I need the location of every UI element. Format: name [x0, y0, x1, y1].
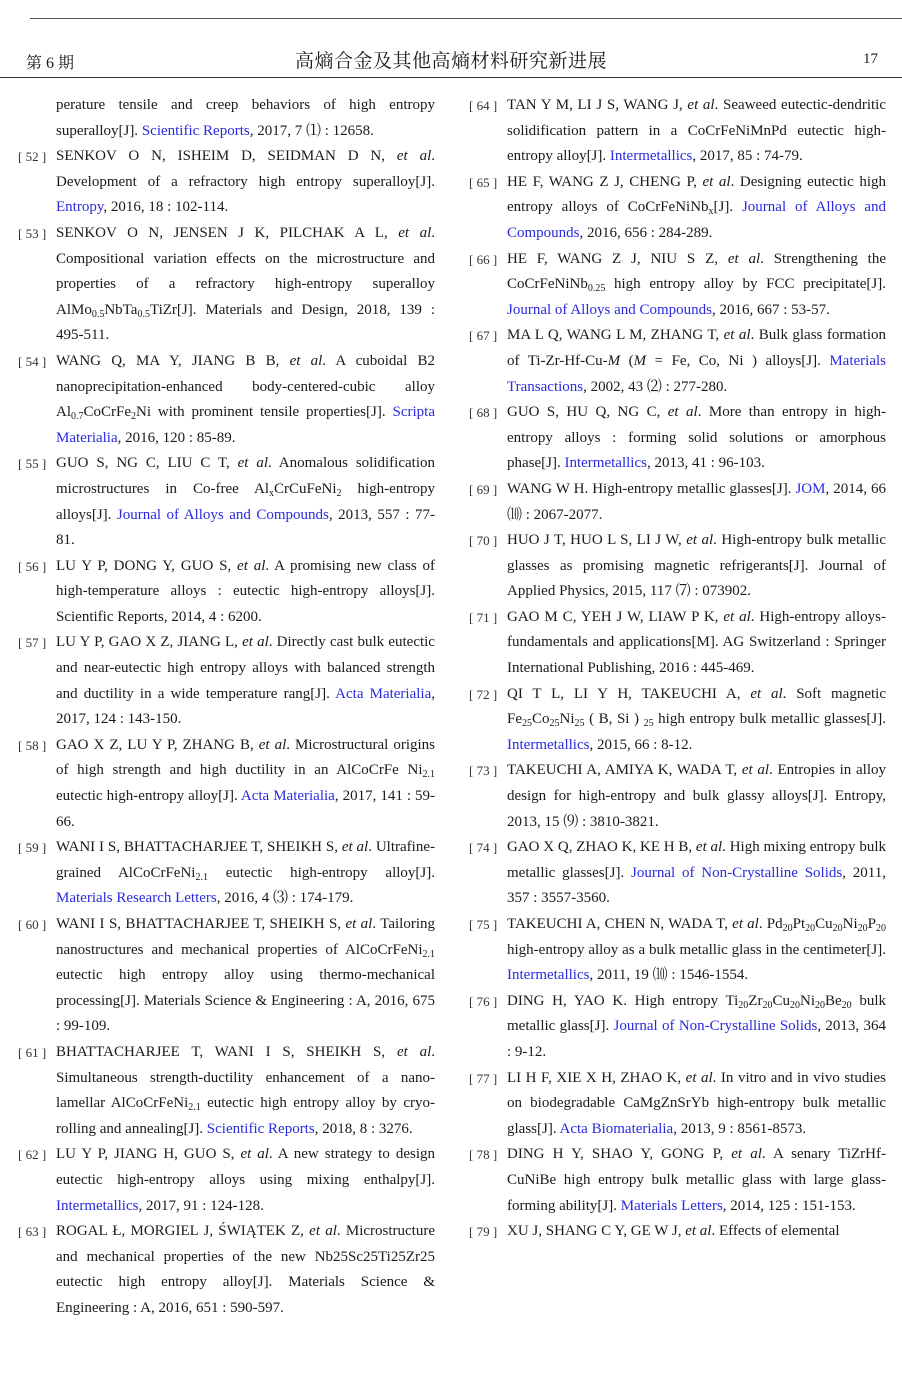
reference-71: [ 71 ] GAO M C, YEH J W, LIAW P K, et al. High-entropy alloys-fundamentals and applications[M]. AG Switzerland : Springer International Publishing, 2016 : 445-469. — [469, 605, 886, 682]
reference-number: [ 65 ] — [469, 174, 498, 190]
reference-number: [ 77 ] — [469, 1070, 498, 1086]
reference-74: [ 74 ] GAO X Q, ZHAO K, KE H B, et al. High mixing entropy bulk metallic glasses[J]. Journal of Non-Crystalline Solids, 2011, 357 : 3557-3560. — [469, 835, 886, 912]
reference-number: [ 72 ] — [469, 686, 498, 702]
left-column — [18, 93, 435, 1322]
reference-59: [ 59 ] WANI I S, BHATTACHARJEE T, SHEIKH S, et al. Ultrafine-grained AlCoCrFeNi$_{2.1}$ eutectic high-entropy alloy[J]. Materials Research Letters, 2016, 4 ⑶ : 174-179. — [18, 835, 435, 912]
journal-link[interactable]: Acta Materialia — [335, 685, 432, 702]
reference-61: [ 61 ] BHATTACHARJEE T, WANI I S, SHEIKH S, et al. Simultaneous strength-ductility enhancement of a nano-lamellar AlCoCrFeNi$_{2.1}$ eutectic high entropy alloy by cryo-rolling and annealing[J]. Scientific Reports, 2018, 8 : 3276. — [18, 1040, 435, 1142]
reference-number: [ 54 ] — [18, 353, 47, 369]
reference-number: [ 69 ] — [469, 481, 498, 497]
reference-78: [ 78 ] DING H Y, SHAO Y, GONG P, et al. A senary TiZrHf-CuNiBe high entropy bulk metallic glass with large glass-forming ability[J]. Materials Letters, 2014, 125 : 151-153. — [469, 1142, 886, 1219]
reference-64: [ 64 ] TAN Y M, LI J S, WANG J, et al. Seaweed eutectic-dendritic solidification pattern in a CoCrFeNiMnPd eutectic high-entropy alloy[J]. Intermetallics, 2017, 85 : 74-79. — [469, 93, 886, 170]
reference-66: [ 66 ] HE F, WANG Z J, NIU S Z, et al. Strengthening the CoCrFeNiNb$_{0.25}$ high entropy alloy by FCC precipitate[J]. Journal of Alloys and Compounds, 2016, 667 : 53-57. — [469, 247, 886, 324]
reference-number: [ 70 ] — [469, 533, 498, 549]
reference-56: [ 56 ] LU Y P, DONG Y, GUO S, et al. A promising new class of high-temperature alloys : eutectic high-entropy alloys[J]. Scientific Reports, 2014, 4 : 6200. — [18, 554, 435, 631]
reference-57: [ 57 ] LU Y P, GAO X Z, JIANG L, et al. Directly cast bulk eutectic and near-eutectic high entropy alloys with balanced strength and ductility in a wide temperature rang[J]. Acta Materialia, 2017, 124 : 143-150. — [18, 630, 435, 732]
reference-number: [ 64 ] — [469, 98, 498, 113]
journal-link[interactable]: Intermetallics — [56, 1197, 139, 1214]
right-column — [469, 93, 886, 1245]
journal-link[interactable]: Materials Research Letters — [56, 890, 217, 907]
reference-number: [ 79 ] — [469, 1224, 498, 1240]
reference-65: [ 65 ] HE F, WANG Z J, CHENG P, et al. Designing eutectic high entropy alloys of CoCrFeNiNb$_x$[J]. Journal of Alloys and Compounds, 2016, 656 : 284-289. — [469, 170, 886, 247]
reference-number: [ 52 ] — [18, 149, 47, 165]
reference-number: [ 73 ] — [469, 763, 498, 779]
reference-73: [ 73 ] TAKEUCHI A, AMIYA K, WADA T, et al. Entropies in alloy design for high-entropy and bulk glassy alloys[J]. Entropy, 2013, 15 ⑼ : 3810-3821. — [469, 758, 886, 835]
reference-number: [ 60 ] — [18, 917, 47, 932]
reference-72: [ 72 ] QI T L, LI Y H, TAKEUCHI A, et al. Soft magnetic $Fe_{25}Co_{25}Ni_{25}$ ( B, Si ) $_{25}$ high entropy bulk metallic glasses[J]. Intermetallics, 2015, 66 : 8-12. — [469, 682, 886, 759]
journal-link[interactable]: JOM — [795, 480, 826, 497]
reference-number: [ 76 ] — [469, 993, 498, 1009]
journal-link[interactable]: Materials Transactions — [507, 352, 886, 395]
reference-53: [ 53 ] SENKOV O N, JENSEN J K, PILCHAK A L, et al. Compositional variation effects on the microstructure and properties of a refractory high-entropy superalloy AlMo$_{0.5}$NbTa$_{0.5}$TiZr[J]. Materials and Design, 2018, 139 : 495-511. — [18, 221, 435, 349]
reference-number: [ 55 ] — [18, 456, 47, 472]
reference-number: [ 57 ] — [18, 635, 47, 651]
reference-70: [ 70 ] HUO J T, HUO L S, LI J W, et al. High-entropy bulk metallic glasses as promising magnetic refrigerants[J]. Journal of Applied Physics, 2015, 117 ⑺ : 073902. — [469, 528, 886, 605]
journal-link[interactable]: Intermetallics — [564, 455, 647, 472]
reference-number: [ 68 ] — [469, 405, 498, 421]
reference-60: [ 60 ] WANI I S, BHATTACHARJEE T, SHEIKH S, et al. Tailoring nanostructures and mechanical properties of AlCoCrFeNi$_{2.1}$ eutectic high entropy alloy using thermo-mechanical processing[J]. Materials Science & Engineering : A, 2016, 675 : 99-109. — [18, 912, 435, 1040]
issue-label: 第 6 期 — [26, 55, 75, 72]
header-rule — [0, 77, 902, 78]
reference-68: [ 68 ] GUO S, HU Q, NG C, et al. More than entropy in high-entropy alloys : forming solid solutions or amorphous phase[J]. Intermetallics, 2013, 41 : 96-103. — [469, 400, 886, 477]
reference-77: [ 77 ] LI H F, XIE X H, ZHAO K, et al. In vitro and in vivo studies on biodegradable CaMgZnSrYb high-entropy bulk metallic glass[J]. Acta Biomaterialia, 2013, 9 : 8561-8573. — [469, 1066, 886, 1143]
journal-link[interactable]: Intermetallics — [507, 967, 590, 984]
journal-link[interactable]: Intermetallics — [507, 736, 590, 753]
journal-link[interactable]: Journal of Alloys and Compounds — [507, 301, 712, 318]
reference-number: [ 66 ] — [469, 251, 498, 267]
reference-number: [ 63 ] — [18, 1224, 47, 1240]
reference-number: [ 71 ] — [469, 609, 498, 625]
reference-58: [ 58 ] GAO X Z, LU Y P, ZHANG B, et al. Microstructural origins of high strength and high ductility in an AlCoCrFe $Ni_{2.1}$ eutectic high-entropy alloy[J]. Acta Materialia, 2017, 141 : 59-66. — [18, 733, 435, 835]
reference-75: [ 75 ] TAKEUCHI A, CHEN N, WADA T, et al. $Pd_{20}Pt_{20}Cu_{20}Ni_{20}P_{20}$ high-entropy alloy as a bulk metallic glass in the centimeter[J]. Intermetallics, 2011, 19 ⑽ : 1546-1554. — [469, 912, 886, 989]
page-number: 17 — [863, 51, 878, 67]
reference-79: [ 79 ] XU J, SHANG C Y, GE W J, et al. Effects of elemental — [469, 1219, 886, 1245]
journal-link[interactable]: Journal of Non-Crystalline Solids — [631, 864, 843, 881]
reference-number: [ 61 ] — [18, 1044, 47, 1060]
reference-number: [ 67 ] — [469, 328, 498, 344]
reference-continuation: perature tensile and creep behaviors of high entropy superalloy[J]. Scientific Reports, 2017, 7 ⑴ : 12658. — [56, 97, 435, 139]
reference-54: [ 54 ] WANG Q, MA Y, JIANG B B, et al. A cuboidal B2 nanoprecipitation-enhanced body-centered-cubic alloy $Al_{0.7}CoCrFe_2Ni$ with prominent tensile properties[J]. Scripta Materialia, 2016, 120 : 85-89. — [18, 349, 435, 451]
journal-link[interactable]: Intermetallics — [609, 148, 693, 165]
journal-link[interactable]: Scientific Reports — [206, 1120, 315, 1137]
running-title: 高熵合金及其他高熵材料研究新进展 — [294, 51, 607, 72]
journal-link[interactable]: Materials Letters — [620, 1197, 723, 1214]
reference-62: [ 62 ] LU Y P, JIANG H, GUO S, et al. A new strategy to design eutectic high-entropy alloys using mixing enthalpy[J]. Intermetallics, 2017, 91 : 124-128. — [18, 1142, 435, 1219]
reference-76: [ 76 ] DING H, YAO K. High entropy $Ti_{20}Zr_{20}Cu_{20}Ni_{20}Be_{20}$ bulk metallic glass[J]. Journal of Non-Crystalline Solids, 2013, 364 : 9-12. — [469, 989, 886, 1066]
journal-link[interactable]: Acta Biomaterialia — [559, 1120, 674, 1137]
reference-number: [ 56 ] — [18, 558, 47, 574]
reference-67: [ 67 ] MA L Q, WANG L M, ZHANG T, et al. Bulk glass formation of Ti-Zr-Hf-Cu-M (M = Fe, Co, Ni ) alloys[J]. Materials Transactions, 2002, 43 ⑵ : 277-280. — [469, 323, 886, 400]
reference-number: [ 62 ] — [18, 1147, 47, 1163]
reference-number: [ 58 ] — [18, 737, 47, 753]
page-header — [0, 44, 902, 76]
journal-link[interactable]: Journal of Alloys and Compounds — [116, 506, 329, 523]
reference-number: [ 78 ] — [469, 1147, 498, 1163]
journal-link[interactable]: Entropy — [56, 199, 104, 216]
reference-52: [ 52 ] SENKOV O N, ISHEIM D, SEIDMAN D N, et al. Development of a refractory high entropy superalloy[J]. Entropy, 2016, 18 : 102-114. — [18, 144, 435, 221]
top-border-rule — [30, 18, 902, 19]
journal-link[interactable]: Journal of Alloys and Compounds — [507, 199, 887, 241]
reference-55: [ 55 ] GUO S, NG C, LIU C T, et al. Anomalous solidification microstructures in Co-free $Al_xCrCuFeNi_2$ high-entropy alloys[J]. Journal of Alloys and Compounds, 2013, 557 : 77-81. — [18, 451, 435, 553]
reference-69: [ 69 ] WANG W H. High-entropy metallic glasses[J]. JOM, 2014, 66 ⑽ : 2067-2077. — [469, 477, 886, 528]
journal-link[interactable]: Scientific Reports — [141, 122, 250, 139]
journal-link[interactable]: Scripta Materialia — [56, 404, 435, 446]
journal-link[interactable]: Acta Materialia — [240, 788, 335, 805]
reference-63: [ 63 ] ROGAL Ł, MORGIEL J, ŚWIĄTEK Z, et al. Microstructure and mechanical properties of the new Nb25Sc25Ti25Zr25 eutectic high entropy alloy[J]. Materials Science & Engineering : A, 2016, 651 : 590-597. — [18, 1219, 435, 1321]
reference-number: [ 75 ] — [469, 917, 498, 932]
reference-number: [ 59 ] — [18, 840, 47, 856]
reference-number: [ 53 ] — [18, 225, 47, 241]
reference-number: [ 74 ] — [469, 840, 498, 856]
journal-link[interactable]: Journal of Non-Crystalline Solids — [613, 1018, 818, 1035]
